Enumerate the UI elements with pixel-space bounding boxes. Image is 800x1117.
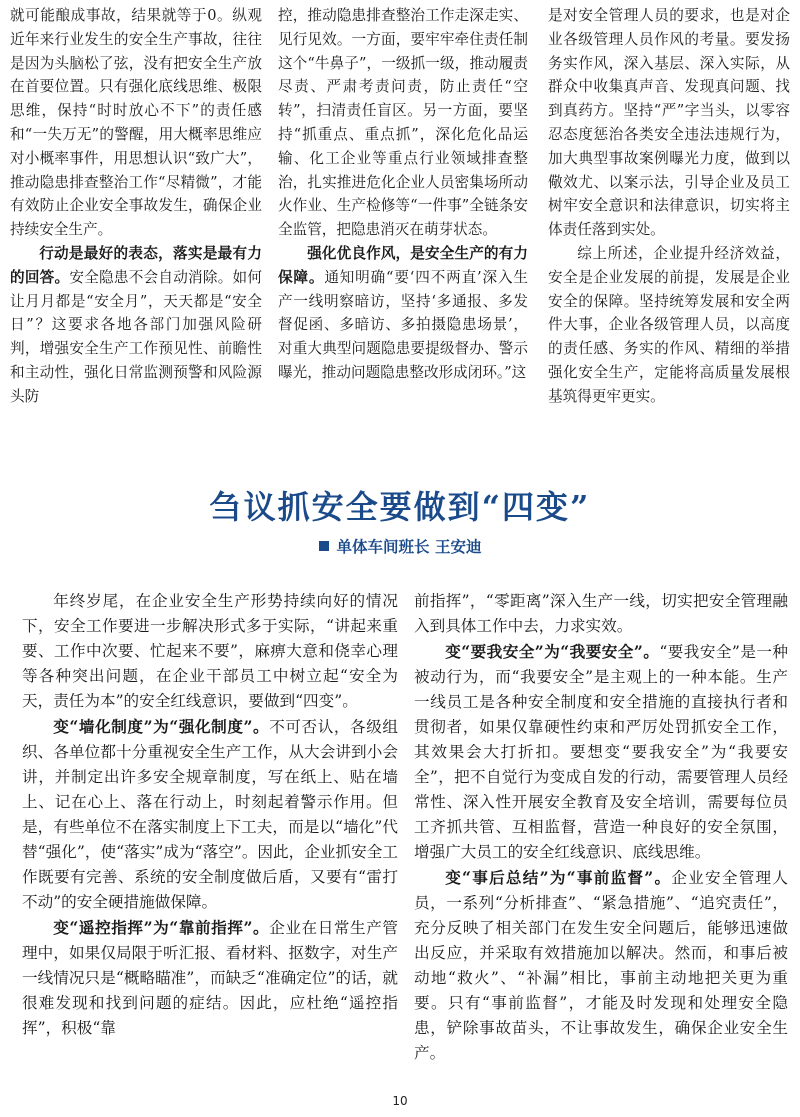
article-body — [22, 588, 788, 1088]
article-column-2 — [414, 588, 788, 1066]
paragraph-lead: 行动是最好的表态，落实是最有力的回答。 — [10, 244, 262, 286]
paragraph-lead: 变“事后总结”为“事前监督”。 — [445, 868, 672, 887]
article-column-1 — [22, 588, 398, 1041]
paragraph-text: 前指挥”，“零距离”深入生产一线，切实把安全管理融入到具体工作中去，力求实效。 — [414, 592, 788, 635]
page-number: 10 — [392, 1094, 408, 1108]
top-article-continuation — [10, 4, 790, 482]
paragraph-text: 企业安全管理人员，一系列“分析排查”、“紧急措施”、“追究责任”，充分反映了相关部门在发生安全问题后，能够迅速做出反应，并采取有效措施加以解决。然而，和事后被动地“救火”、“补漏”相比，事前主动地把关更为重要。只有“事前监督”，才能及时发现和处理安全隐患，铲除事故苗头，不让事故发生，确保企业安全生产。 — [414, 869, 788, 1062]
paragraph-text: 控，推动隐患排查整治工作走深走实、见行见效。一方面，要牢牢牵住责任制这个“牛鼻子”，一级抓一级，推动履责尽责、严肃考责问责，防止责任“空转”，扫清责任盲区。另一方面，要坚持“抓重点、重点抓”，深化危化品运输、化工企业等重点行业领域排查整治，扎实推进危化企业人员密集场所动火作业、生产检修等“一件事”全链条安全监管，把隐患消灭在萌芽状态。 — [278, 7, 528, 239]
article-byline — [0, 536, 800, 558]
paragraph-lead: 变“遥控指挥”为“靠前指挥”。 — [53, 918, 270, 937]
paragraph — [414, 865, 788, 1066]
paragraph-lead: 变“要我安全”为“我要安全”。 — [445, 642, 660, 661]
paragraph-text: 是对安全管理人员的要求，也是对企业各级管理人员作风的考量。要发扬务实作风，深入基层、深入实际，从群众中收集真声音、发现真问题、找到真药方。坚持“严”字当头，以零容忍态度惩治各类安全违法违规行为，加大典型事故案例曝光力度，做到以儆效尤、以案示法，引导企业及员工树牢安全意识和法律意识，切实将主体责任落到实处。 — [548, 7, 790, 239]
paragraph — [414, 588, 788, 639]
article-header — [0, 482, 800, 558]
paragraph — [10, 4, 262, 242]
paragraph-text: 年终岁尾，在企业安全生产形势持续向好的情况下，安全工作要进一步解决形式多于实际，“讲起来重要、工作中次要、忙起来不要”，麻痹大意和侥幸心理等各种突出问题，在企业干部员工中树立起“安全为天，责任为本”的安全红线意识，要做到“四变”。 — [22, 592, 398, 710]
top-column-3 — [548, 4, 790, 409]
paragraph — [22, 588, 398, 714]
paragraph — [278, 242, 528, 385]
paragraph-lead: 变“墙化制度”为“强化制度”。 — [53, 717, 270, 736]
paragraph-text: 通知明确“要‘四不两直’深入生产一线明察暗访，坚持‘多通报、多发督促函、多暗访、多拍摄隐患场景’，对重大典型问题隐患要提级督办、警示曝光，推动问题隐患整改形成闭环。”这 — [278, 268, 528, 381]
paragraph-text: 企业在日常生产管理中，如果仅局限于听汇报、看材料、抠数字，对生产一线情况只是“概略瞄准”，而缺乏“准确定位”的话，就很难发现和找到问题的症结。因此，应杜绝“遥控指挥”，积极“靠 — [22, 919, 398, 1037]
paragraph — [414, 639, 788, 865]
top-column-1 — [10, 4, 262, 409]
square-bullet-icon — [319, 541, 329, 551]
paragraph — [22, 714, 398, 915]
paragraph-text: 安全隐患不会自动消除。如何让月月都是“安全月”，天天都是“安全日”？这要求各地各部门加强风险研判，增强安全生产工作预见性、前瞻性和主动性，强化日常监测预警和风险源头防 — [10, 268, 262, 405]
paragraph — [548, 242, 790, 409]
paragraph — [10, 242, 262, 409]
article-title: 刍议抓安全要做到“四变” — [209, 488, 591, 526]
paragraph-lead: 强化优良作风，是安全生产的有力保障。 — [278, 244, 528, 286]
paragraph — [548, 4, 790, 242]
paragraph-text: 综上所述，企业提升经济效益，安全是企业发展的前提，发展是企业安全的保障。坚持统筹发展和安全两件大事，企业各级管理人员，以高度的责任感、务实的作风、精细的举措强化安全生产，定能将高质量发展根基筑得更牢更实。 — [548, 244, 790, 405]
paragraph — [278, 4, 528, 242]
paragraph-text: 就可能酿成事故，结果就等于0。纵观近年来行业发生的安全生产事故，往往是因为头脑松了弦，没有把安全生产放在首要位置。只有强化底线思维、极限思维，保持“时时放心不下”的责任感和“一失万无”的警醒，用大概率思维应对小概率事件，用思想认识“致广大”，推动隐患排查整治工作“尽精微”，才能有效防止企业安全事故发生，确保企业持续安全生产。 — [10, 7, 262, 239]
top-column-2 — [278, 4, 528, 385]
paragraph — [22, 915, 398, 1041]
paragraph-text: “要我安全”是一种被动行为，而“我要安全”是主观上的一种本能。生产一线员工是各种安全制度和安全措施的直接执行者和贯彻者，如果仅靠硬性约束和严厉处罚抓安全工作，其效果会大打折扣。要想变“要我安全”为“我要安全”，把不自觉行为变成自发的行动，需要管理人员经常性、深入性开展安全教育及安全培训，需要每位员工齐抓共管、互相监督，营造一种良好的安全氛围，增强广大员工的安全红线意识、底线思维。 — [414, 643, 788, 861]
byline-text: 单体车间班长 王安迪 — [336, 538, 482, 556]
paragraph-text: 不可否认，各级组织、各单位都十分重视安全生产工作，从大会讲到小会讲，并制定出许多安全规章制度，写在纸上、贴在墙上、记在心上、落在行动上，时刻起着警示作用。但是，有些单位不在落实制度上下工夫，而是以“墙化”代替“强化”，使“落实”成为“落空”。因此，企业抓安全工作既要有完善、系统的安全制度做后盾，又要有“雷打不动”的安全硬措施做保障。 — [22, 718, 398, 911]
